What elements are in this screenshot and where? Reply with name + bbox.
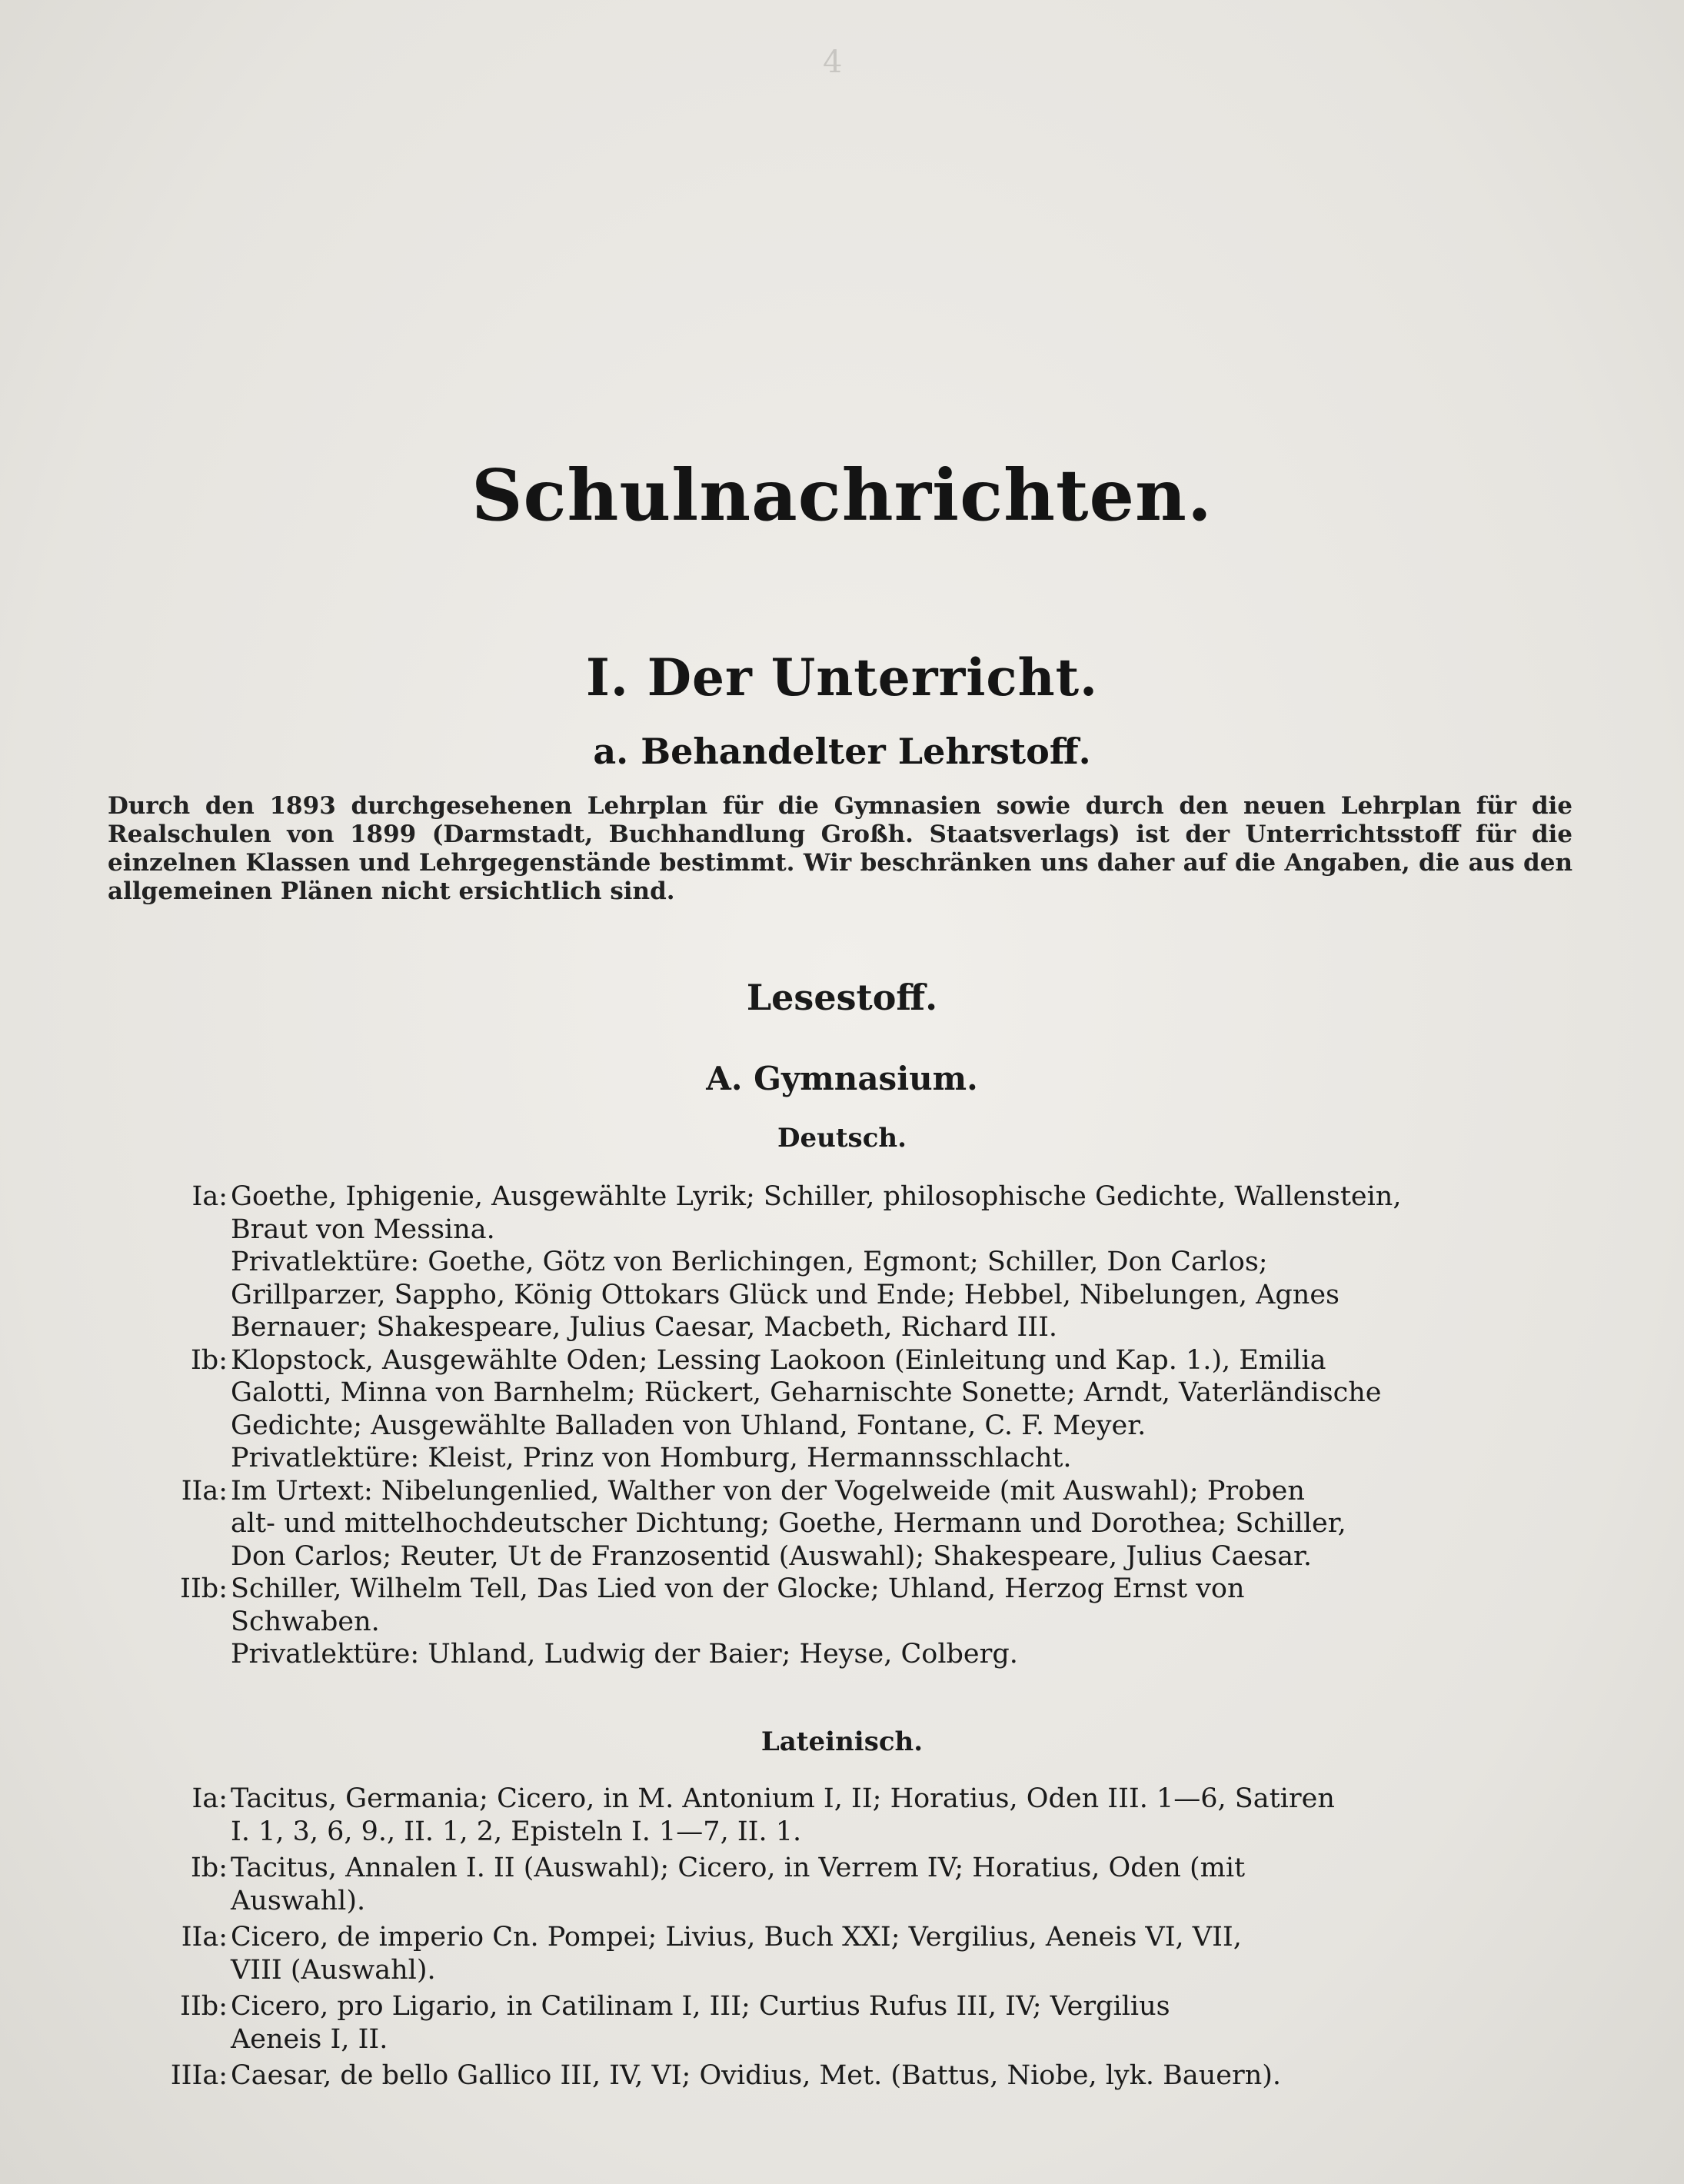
entry-text — [231, 1573, 1573, 1671]
lesestoff-heading: Lesestoff. — [746, 977, 938, 1018]
class-label: IIb: — [180, 1991, 228, 2022]
entry-line: Cicero, de imperio Cn. Pompei; Livius, Buch XXI; Vergilius, Aeneis VI, VII, — [231, 1922, 1242, 1953]
class-label: Ib: — [190, 1344, 228, 1376]
class-entry — [0, 1783, 1684, 1848]
entry-line: Auswahl). — [231, 1885, 366, 1916]
entry-line: Klopstock, Ausgewählte Oden; Lessing Laokoon (Einleitung und Kap. 1.), Emilia — [231, 1344, 1326, 1376]
class-label: Ib: — [190, 1853, 228, 1883]
class-entry — [0, 1180, 1684, 1344]
subsection-heading: a. Behandelter Lehrstoff. — [593, 731, 1091, 772]
entry-line: Schwaben. — [231, 1606, 380, 1637]
class-label: Ia: — [191, 1181, 228, 1212]
entry-text — [231, 1921, 1573, 1986]
entry-line: Goethe, Iphigenie, Ausgewählte Lyrik; Schiller, philosophische Gedichte, Wallenstein, — [231, 1181, 1402, 1212]
entry-line: Galotti, Minna von Barnhelm; Rückert, Geharnischte Sonette; Arndt, Vaterländische — [231, 1377, 1382, 1408]
entry-line: Don Carlos; Reuter, Ut de Franzosentid (Auswahl); Shakespeare, Julius Caesar. — [231, 1540, 1313, 1572]
entry-line: Tacitus, Germania; Cicero, in M. Antonium I, II; Horatius, Oden III. 1—6, Satiren — [231, 1783, 1335, 1814]
latein-heading: Lateinisch. — [760, 1726, 924, 1757]
entry-line: Aeneis I, II. — [231, 2023, 388, 2055]
entry-text — [231, 1344, 1573, 1475]
entry-line: alt- und mittelhochdeutscher Dichtung; Goethe, Hermann und Dorothea; Schiller, — [231, 1508, 1346, 1539]
page-number: 4 — [823, 45, 843, 80]
entry-line: Privatlektüre: Uhland, Ludwig der Baier; Heyse, Colberg. — [231, 1639, 1018, 1670]
entry-line: Tacitus, Annalen I. II (Auswahl); Cicero, in Verrem IV; Horatius, Oden (mit — [231, 1853, 1246, 1883]
class-entry — [0, 2059, 1684, 2092]
section-heading: I. Der Unterricht. — [585, 648, 1099, 707]
entry-line: VIII (Auswahl). — [231, 1954, 436, 1986]
class-entry — [0, 1852, 1684, 1917]
entry-line: Im Urtext: Nibelungenlied, Walther von der Vogelweide (mit Auswahl); Proben — [231, 1475, 1305, 1506]
entry-line: I. 1, 3, 6, 9., II. 1, 2, Episteln I. 1—7, II. 1. — [231, 1816, 802, 1847]
entry-line: Cicero, pro Ligario, in Catilinam I, III; Curtius Rufus III, IV; Vergilius — [231, 1991, 1170, 2022]
class-label: IIa: — [181, 1922, 228, 1953]
class-label: IIIa: — [170, 2060, 228, 2091]
class-label: IIb: — [180, 1573, 228, 1604]
class-label: Ia: — [191, 1783, 228, 1814]
class-entry — [0, 1921, 1684, 1986]
class-entry — [0, 1990, 1684, 2056]
entry-text — [231, 1852, 1573, 1917]
class-label: IIa: — [181, 1475, 228, 1506]
entry-line: Braut von Messina. — [231, 1214, 495, 1245]
deutsch-entries — [0, 1180, 1684, 1671]
entry-line: Grillparzer, Sappho, König Ottokars Glück und Ende; Hebbel, Nibelungen, Agnes — [231, 1279, 1340, 1310]
deutsch-heading: Deutsch. — [777, 1123, 907, 1154]
entry-text — [231, 1783, 1573, 1848]
entry-line: Gedichte; Ausgewählte Balladen von Uhland, Fontane, C. F. Meyer. — [231, 1410, 1147, 1441]
entry-line: Privatlektüre: Goethe, Götz von Berlichingen, Egmont; Schiller, Don Carlos; — [231, 1247, 1268, 1277]
entry-line: Bernauer; Shakespeare, Julius Caesar, Macbeth, Richard III. — [231, 1312, 1058, 1343]
entry-text — [231, 2059, 1573, 2092]
entry-line: Caesar, de bello Gallico III, IV, VI; Ovidius, Met. (Battus, Niobe, lyk. Bauern). — [231, 2060, 1282, 2091]
entry-text — [231, 1475, 1573, 1573]
gymnasium-heading: A. Gymnasium. — [706, 1060, 978, 1097]
latein-entries — [0, 1783, 1684, 2092]
class-entry — [0, 1475, 1684, 1573]
class-entry — [0, 1344, 1684, 1475]
entry-line: Privatlektüre: Kleist, Prinz von Homburg, Hermannsschlacht. — [231, 1443, 1072, 1473]
class-entry — [0, 1573, 1684, 1671]
entry-line: Schiller, Wilhelm Tell, Das Lied von der Glocke; Uhland, Herzog Ernst von — [231, 1573, 1245, 1604]
entry-text — [231, 1180, 1573, 1344]
page-title: Schulnachrichten. — [471, 454, 1213, 537]
entry-text — [231, 1990, 1573, 2056]
intro-paragraph: Durch den 1893 durchgesehenen Lehrplan für die Gymnasien sowie durch den neuen Lehrplan für die Realschulen von 1899 (Darmstadt, Buchhandlung Großh. Staatsverlags) ist der Unterrichtsstoff für die einzelnen Klassen und Lehrgegenstände bestimmt. Wir beschränken uns daher auf die Angaben, die aus den allgemeinen Plänen nicht ersichtlich sind. — [108, 792, 1573, 905]
